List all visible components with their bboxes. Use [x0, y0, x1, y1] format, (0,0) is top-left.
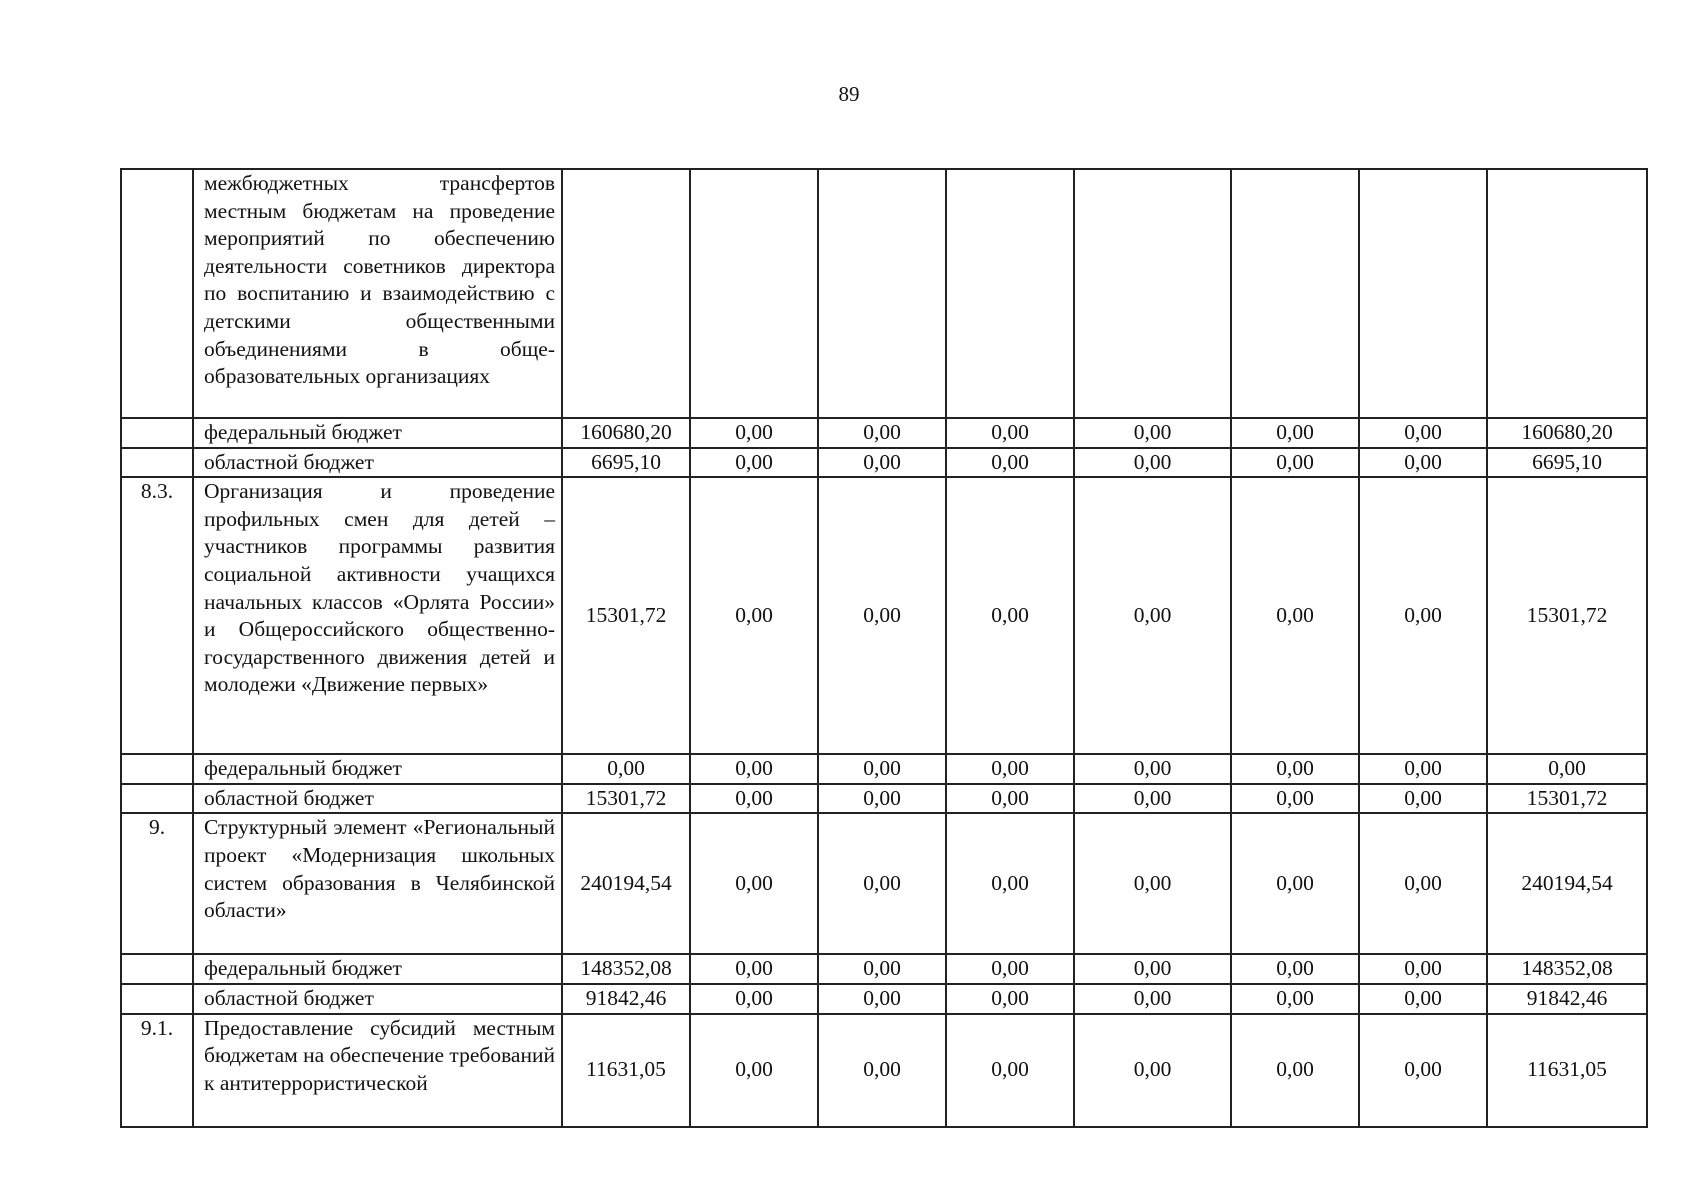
value-cell: 0,00	[946, 784, 1074, 814]
value-cell: 0,00	[690, 477, 818, 754]
value-cell: 240194,54	[562, 813, 690, 954]
row-number-cell	[121, 754, 193, 784]
value-cell: 0,00	[946, 448, 1074, 478]
table-row	[121, 477, 1647, 754]
value-cell	[562, 169, 690, 418]
value-cell: 0,00	[818, 754, 946, 784]
value-cell: 0,00	[690, 954, 818, 984]
value-cell: 0,00	[1231, 784, 1359, 814]
value-cell: 0,00	[818, 954, 946, 984]
value-cell: 0,00	[1359, 477, 1487, 754]
value-cell: 15301,72	[562, 784, 690, 814]
value-cell: 0,00	[562, 754, 690, 784]
value-cell: 0,00	[1359, 448, 1487, 478]
value-cell: 15301,72	[1487, 477, 1647, 754]
row-name-cell: федеральный бюджет	[193, 954, 562, 984]
value-cell: 0,00	[1231, 477, 1359, 754]
value-cell: 0,00	[946, 1014, 1074, 1127]
row-name-cell: федеральный бюджет	[193, 754, 562, 784]
value-cell: 0,00	[1074, 754, 1231, 784]
table-row	[121, 754, 1647, 784]
value-cell	[818, 169, 946, 418]
value-cell: 0,00	[690, 984, 818, 1014]
value-cell	[1487, 169, 1647, 418]
value-cell: 0,00	[690, 784, 818, 814]
value-cell: 0,00	[946, 418, 1074, 448]
budget-table	[120, 168, 1648, 1128]
value-cell: 0,00	[1359, 984, 1487, 1014]
value-cell: 0,00	[818, 448, 946, 478]
value-cell: 0,00	[1231, 984, 1359, 1014]
table-row	[121, 813, 1647, 954]
value-cell: 0,00	[818, 1014, 946, 1127]
value-cell: 6695,10	[562, 448, 690, 478]
table-row	[121, 448, 1647, 478]
value-cell: 148352,08	[1487, 954, 1647, 984]
value-cell: 0,00	[1231, 754, 1359, 784]
value-cell: 0,00	[946, 984, 1074, 1014]
value-cell: 0,00	[818, 477, 946, 754]
value-cell: 0,00	[1359, 954, 1487, 984]
value-cell: 0,00	[1231, 418, 1359, 448]
value-cell: 0,00	[1074, 954, 1231, 984]
row-number-cell: 8.3.	[121, 477, 193, 754]
value-cell: 0,00	[946, 954, 1074, 984]
value-cell: 0,00	[1231, 813, 1359, 954]
value-cell: 0,00	[1359, 754, 1487, 784]
value-cell: 0,00	[1359, 1014, 1487, 1127]
value-cell: 160680,20	[1487, 418, 1647, 448]
table-row	[121, 169, 1647, 418]
value-cell: 240194,54	[1487, 813, 1647, 954]
value-cell: 0,00	[690, 448, 818, 478]
value-cell: 0,00	[1359, 784, 1487, 814]
value-cell: 0,00	[1231, 1014, 1359, 1127]
value-cell: 91842,46	[562, 984, 690, 1014]
value-cell: 0,00	[1487, 754, 1647, 784]
value-cell: 15301,72	[562, 477, 690, 754]
row-name-cell: федеральный бюджет	[193, 418, 562, 448]
value-cell: 0,00	[1231, 448, 1359, 478]
row-number-cell	[121, 984, 193, 1014]
value-cell: 0,00	[818, 418, 946, 448]
value-cell: 91842,46	[1487, 984, 1647, 1014]
value-cell: 0,00	[690, 813, 818, 954]
value-cell: 0,00	[1231, 954, 1359, 984]
value-cell	[1359, 169, 1487, 418]
table-row	[121, 784, 1647, 814]
value-cell	[690, 169, 818, 418]
row-number-cell	[121, 954, 193, 984]
row-name-cell: областной бюджет	[193, 448, 562, 478]
page-number: 89	[838, 82, 860, 106]
value-cell: 0,00	[1359, 813, 1487, 954]
value-cell: 0,00	[1074, 984, 1231, 1014]
value-cell	[946, 169, 1074, 418]
value-cell: 0,00	[946, 754, 1074, 784]
value-cell	[1231, 169, 1359, 418]
row-number-cell	[121, 448, 193, 478]
value-cell: 0,00	[1074, 418, 1231, 448]
table-row	[121, 984, 1647, 1014]
table-row	[121, 954, 1647, 984]
value-cell: 11631,05	[562, 1014, 690, 1127]
table-row	[121, 1014, 1647, 1127]
row-name-cell: Организация и проведение профильных смен для детей – участников программы развития социальной активности учащихся начальных классов «Орлята России» и Общероссийского общественно-государственного движения детей и молодежи «Движение первых»	[193, 477, 562, 754]
value-cell: 148352,08	[562, 954, 690, 984]
value-cell: 0,00	[690, 1014, 818, 1127]
value-cell: 0,00	[818, 813, 946, 954]
row-name-cell: Предоставление субсидий местным бюджетам на обеспечение требований к антитеррористической	[193, 1014, 562, 1127]
value-cell: 0,00	[1359, 418, 1487, 448]
value-cell: 0,00	[1074, 813, 1231, 954]
value-cell: 0,00	[818, 984, 946, 1014]
row-name-cell: межбюджетных трансфертов местным бюджетам на проведение мероприятий по обеспечению деятельности советников директора по воспитанию и взаимодействию с детскими общественными объединениями в обще-образовательных организациях	[193, 169, 562, 418]
value-cell: 0,00	[818, 784, 946, 814]
value-cell: 15301,72	[1487, 784, 1647, 814]
row-number-cell: 9.	[121, 813, 193, 954]
value-cell	[1074, 169, 1231, 418]
row-name-cell: областной бюджет	[193, 784, 562, 814]
value-cell: 160680,20	[562, 418, 690, 448]
row-name-cell: областной бюджет	[193, 984, 562, 1014]
value-cell: 0,00	[1074, 448, 1231, 478]
value-cell: 0,00	[1074, 1014, 1231, 1127]
row-number-cell	[121, 169, 193, 418]
value-cell: 0,00	[946, 813, 1074, 954]
row-name-cell: Структурный элемент «Региональный проект «Модернизация школьных систем образования в Челябинской области»	[193, 813, 562, 954]
value-cell: 0,00	[946, 477, 1074, 754]
row-number-cell	[121, 418, 193, 448]
value-cell: 0,00	[1074, 784, 1231, 814]
value-cell: 0,00	[1074, 477, 1231, 754]
value-cell: 11631,05	[1487, 1014, 1647, 1127]
value-cell: 0,00	[690, 418, 818, 448]
value-cell: 6695,10	[1487, 448, 1647, 478]
table-row	[121, 418, 1647, 448]
row-number-cell	[121, 784, 193, 814]
value-cell: 0,00	[690, 754, 818, 784]
row-number-cell: 9.1.	[121, 1014, 193, 1127]
